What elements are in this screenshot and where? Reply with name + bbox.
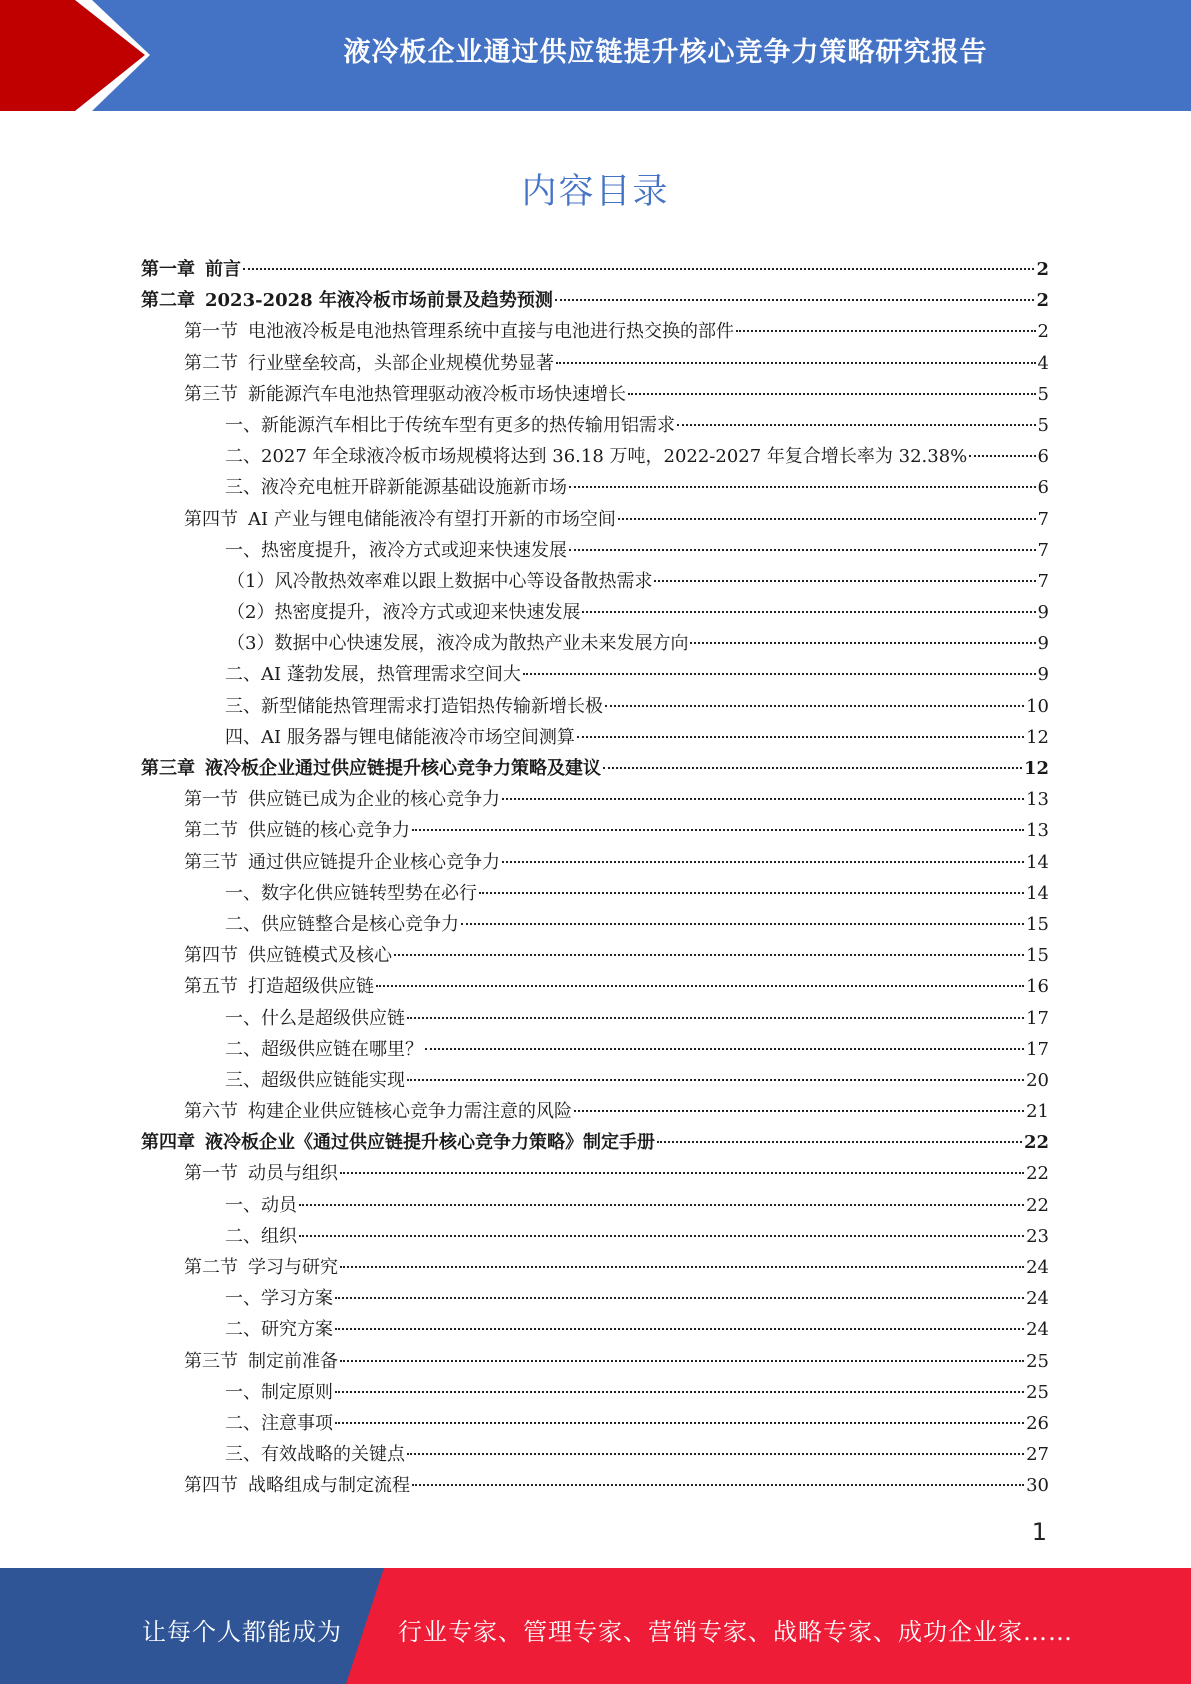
toc-entry-title: 打造超级供应链 xyxy=(248,976,374,998)
toc-dot-leader xyxy=(335,1297,1024,1299)
toc-entry[interactable] xyxy=(141,348,1049,379)
toc-entry[interactable] xyxy=(141,1377,1049,1408)
toc-entry-page: 17 xyxy=(1026,1007,1049,1029)
toc-entry-text xyxy=(184,379,626,410)
toc-entry[interactable] xyxy=(141,722,1049,753)
toc-entry-text xyxy=(141,753,601,784)
toc-entry[interactable] xyxy=(141,1408,1049,1439)
toc-dot-leader xyxy=(299,1235,1024,1237)
toc-dot-leader xyxy=(677,424,1036,426)
toc-entry-text xyxy=(225,1065,405,1096)
toc-entry-text xyxy=(225,535,567,566)
toc-entry-text xyxy=(225,410,675,441)
toc-entry-page: 14 xyxy=(1026,882,1049,904)
page-number: 1 xyxy=(1031,1518,1047,1546)
toc-entry-text xyxy=(141,254,241,285)
toc-entry[interactable] xyxy=(141,909,1049,940)
toc-entry-title: 一、动员 xyxy=(225,1194,297,1216)
toc-entry-page: 30 xyxy=(1026,1475,1049,1497)
toc-entry-text xyxy=(184,847,500,878)
toc-dot-leader xyxy=(335,1391,1024,1393)
toc-entry-page: 24 xyxy=(1026,1319,1049,1341)
toc-entry-title: 供应链的核心竞争力 xyxy=(248,820,410,842)
toc-entry-title: 2023-2028 年液冷板市场前景及趋势预测 xyxy=(205,290,553,312)
toc-entry-title: 三、液冷充电桩开辟新能源基础设施新市场 xyxy=(225,477,567,499)
toc-entry-text xyxy=(225,441,967,472)
report-title: 液冷板企业通过供应链提升核心竞争力策略研究报告 xyxy=(343,37,988,68)
toc-entry-text xyxy=(184,1252,338,1283)
toc-entry[interactable] xyxy=(141,1439,1049,1470)
toc-dot-leader xyxy=(736,330,1036,332)
toc-entry-title: 三、超级供应链能实现 xyxy=(225,1069,405,1091)
footer-slogan-left: 让每个人都能成为 xyxy=(142,1618,342,1646)
toc-entry-title: 供应链已成为企业的核心竞争力 xyxy=(248,789,500,811)
toc-entry[interactable] xyxy=(141,1034,1049,1065)
toc-entry-page: 5 xyxy=(1037,383,1049,405)
toc-dot-leader xyxy=(299,1204,1024,1206)
toc-entry-page: 26 xyxy=(1026,1412,1049,1434)
toc-entry-text xyxy=(184,1346,338,1377)
toc-dot-leader xyxy=(243,268,1034,270)
toc-entry[interactable] xyxy=(141,1252,1049,1283)
toc-entry-page: 7 xyxy=(1037,508,1049,530)
toc-entry-page: 13 xyxy=(1026,820,1049,842)
toc-entry-page: 2 xyxy=(1037,321,1049,343)
toc-entry[interactable] xyxy=(141,1127,1049,1158)
toc-entry-page: 22 xyxy=(1026,1163,1049,1185)
toc-entry-page: 7 xyxy=(1037,539,1049,561)
toc-entry[interactable] xyxy=(141,815,1049,846)
toc-entry-label: 第二节 xyxy=(184,1257,238,1278)
toc-dot-leader xyxy=(569,486,1036,488)
toc-entry-title: 三、有效战略的关键点 xyxy=(225,1444,405,1466)
toc-entry[interactable] xyxy=(141,1158,1049,1189)
toc-entry[interactable] xyxy=(141,628,1049,659)
toc-entry-text xyxy=(225,691,603,722)
toc-entry[interactable] xyxy=(141,1314,1049,1345)
toc-entry-text xyxy=(225,1408,333,1439)
toc-entry-title: AI 产业与锂电储能液冷有望打开新的市场空间 xyxy=(248,508,616,530)
toc-entry-label: 第五节 xyxy=(184,976,238,998)
toc-entry-title: （1）风冷散热效率难以跟上数据中心等设备散热需求 xyxy=(227,570,653,592)
toc-entry[interactable] xyxy=(141,1221,1049,1252)
toc-entry-page: 9 xyxy=(1037,602,1049,624)
toc-dot-leader xyxy=(574,1110,1024,1112)
toc-dot-leader xyxy=(657,1141,1022,1143)
toc-entry[interactable] xyxy=(141,504,1049,535)
toc-entry-text xyxy=(141,1127,655,1158)
toc-dot-leader xyxy=(628,393,1036,395)
toc-entry-label: 第二节 xyxy=(184,820,238,842)
toc-entry-text xyxy=(225,722,575,753)
toc-entry-title: 前言 xyxy=(205,259,241,280)
toc-entry-title: 一、数字化供应链转型势在必行 xyxy=(225,882,477,904)
toc-entry-title: 二、超级供应链在哪里？ xyxy=(225,1038,423,1060)
toc-entry-title: 液冷板企业《通过供应链提升核心竞争力策略》制定手册 xyxy=(205,1132,655,1154)
toc-entry-label: 第二节 xyxy=(184,352,238,374)
toc-dot-leader xyxy=(335,1328,1024,1330)
toc-entry-label: 第一节 xyxy=(184,321,238,343)
toc-entry-title: 行业壁垒较高，头部企业规模优势显著 xyxy=(248,352,554,374)
toc-entry[interactable] xyxy=(141,753,1049,784)
toc-entry-page: 6 xyxy=(1037,477,1049,499)
toc-entry-title: 二、组织 xyxy=(225,1225,297,1247)
toc-entry-page: 15 xyxy=(1026,945,1049,967)
toc-entry-label: 第一节 xyxy=(184,789,238,811)
toc-entry-page: 13 xyxy=(1026,789,1049,811)
toc-entry-title: 通过供应链提升企业核心竞争力 xyxy=(248,851,500,873)
toc-entry-label: 第三章 xyxy=(141,758,195,779)
toc-entry[interactable] xyxy=(141,1065,1049,1096)
toc-entry-page: 5 xyxy=(1037,414,1049,436)
toc-dot-leader xyxy=(376,985,1024,987)
toc-entry-page: 14 xyxy=(1026,851,1049,873)
toc-entry[interactable] xyxy=(141,847,1049,878)
toc-entry-title: 一、热密度提升，液冷方式或迎来快速发展 xyxy=(225,539,567,561)
toc-entry[interactable] xyxy=(141,1346,1049,1377)
toc-entry-page: 16 xyxy=(1026,976,1049,998)
header-banner xyxy=(0,0,1191,111)
toc-dot-leader xyxy=(407,1079,1024,1081)
toc-dot-leader xyxy=(577,736,1024,738)
toc-entry-page: 23 xyxy=(1026,1225,1049,1247)
toc-entry-label: 第四章 xyxy=(141,1132,195,1154)
toc-entry-page: 7 xyxy=(1037,570,1049,592)
toc-entry-page: 22 xyxy=(1026,1194,1049,1216)
toc-dot-leader xyxy=(340,1172,1024,1174)
toc-entry-label: 第四节 xyxy=(184,508,238,530)
toc-entry-title: 一、学习方案 xyxy=(225,1288,333,1310)
toc-dot-leader xyxy=(335,1422,1024,1424)
toc-entry[interactable] xyxy=(141,597,1049,628)
toc-entry-page: 15 xyxy=(1026,913,1049,935)
toc-entry-page: 2 xyxy=(1036,259,1049,280)
toc-entry-title: 学习与研究 xyxy=(248,1257,338,1278)
toc-entry-text xyxy=(225,1003,405,1034)
toc-entry-page: 2 xyxy=(1036,290,1049,312)
toc-entry-page: 21 xyxy=(1026,1101,1049,1123)
toc-entry[interactable] xyxy=(141,1096,1049,1127)
toc-dot-leader xyxy=(407,1453,1024,1455)
toc-entry-text xyxy=(184,784,500,815)
toc-entry-text xyxy=(184,940,392,971)
toc-entry-text xyxy=(184,504,616,535)
toc-entry-text xyxy=(225,1034,423,1065)
toc-entry-label: 第六节 xyxy=(184,1101,238,1123)
table-of-contents xyxy=(141,254,1049,1502)
toc-entry[interactable] xyxy=(141,1283,1049,1314)
footer-slogan-right: 行业专家、管理专家、营销专家、战略专家、成功企业家…… xyxy=(398,1618,1073,1646)
toc-entry-text xyxy=(184,971,374,1002)
toc-entry-text xyxy=(225,878,477,909)
toc-entry[interactable] xyxy=(141,1003,1049,1034)
toc-entry-page: 20 xyxy=(1026,1069,1049,1091)
toc-entry[interactable] xyxy=(141,254,1049,285)
toc-entry[interactable] xyxy=(141,379,1049,410)
toc-entry-title: 供应链模式及核心 xyxy=(248,945,392,967)
toc-dot-leader xyxy=(502,798,1024,800)
toc-entry-text xyxy=(225,659,521,690)
toc-dot-leader xyxy=(603,767,1022,769)
toc-entry[interactable] xyxy=(141,659,1049,690)
toc-entry[interactable] xyxy=(141,878,1049,909)
toc-entry-text xyxy=(184,316,734,347)
toc-entry-text xyxy=(225,1283,333,1314)
toc-entry-label: 第三节 xyxy=(184,1350,238,1372)
toc-entry-text xyxy=(227,597,580,628)
toc-entry-page: 12 xyxy=(1023,758,1049,779)
toc-entry-text xyxy=(227,628,688,659)
toc-entry-title: 动员与组织 xyxy=(248,1163,338,1185)
toc-entry-label: 第四节 xyxy=(184,1475,238,1497)
toc-dot-leader xyxy=(555,299,1035,301)
footer-banner xyxy=(0,1568,1191,1684)
toc-entry-page: 25 xyxy=(1026,1350,1049,1372)
toc-dot-leader xyxy=(479,892,1024,894)
toc-entry-text xyxy=(184,1096,572,1127)
toc-dot-leader xyxy=(407,1017,1024,1019)
toc-dot-leader xyxy=(412,829,1024,831)
toc-dot-leader xyxy=(690,642,1035,644)
toc-entry-text xyxy=(184,815,410,846)
toc-entry-page: 22 xyxy=(1023,1132,1049,1154)
toc-entry[interactable] xyxy=(141,971,1049,1002)
toc-dot-leader xyxy=(461,923,1024,925)
toc-entry-page: 6 xyxy=(1037,446,1049,468)
toc-dot-leader xyxy=(618,518,1036,520)
toc-entry-title: 四、AI 服务器与锂电储能液冷市场空间测算 xyxy=(225,726,575,748)
toc-entry-title: 一、制定原则 xyxy=(225,1381,333,1403)
toc-entry-title: 二、注意事项 xyxy=(225,1412,333,1434)
toc-entry-label: 第四节 xyxy=(184,945,238,967)
toc-dot-leader xyxy=(569,549,1036,551)
toc-dot-leader xyxy=(502,861,1024,863)
toc-entry[interactable] xyxy=(141,441,1049,472)
toc-dot-leader xyxy=(412,1484,1024,1486)
toc-entry-title: 二、供应链整合是核心竞争力 xyxy=(225,913,459,935)
toc-entry[interactable] xyxy=(141,316,1049,347)
toc-entry-page: 24 xyxy=(1026,1257,1049,1278)
toc-entry-page: 24 xyxy=(1026,1288,1049,1310)
toc-entry[interactable] xyxy=(141,472,1049,503)
toc-entry-label: 第二章 xyxy=(141,290,195,312)
toc-entry-page: 9 xyxy=(1037,633,1049,655)
toc-entry-page: 27 xyxy=(1026,1444,1049,1466)
toc-entry-text xyxy=(227,566,652,597)
toc-entry-title: （2）热密度提升，液冷方式或迎来快速发展 xyxy=(227,602,581,624)
toc-entry-title: 液冷板企业通过供应链提升核心竞争力策略及建议 xyxy=(205,758,601,779)
toc-dot-leader xyxy=(969,455,1035,457)
toc-dot-leader xyxy=(340,1266,1024,1268)
toc-entry-text xyxy=(225,1439,405,1470)
toc-entry[interactable] xyxy=(141,940,1049,971)
toc-entry-title: 电池液冷板是电池热管理系统中直接与电池进行热交换的部件 xyxy=(248,321,734,343)
toc-dot-leader xyxy=(523,673,1036,675)
toc-entry-page: 25 xyxy=(1026,1381,1049,1403)
toc-entry-page: 17 xyxy=(1026,1038,1049,1060)
toc-entry-text xyxy=(184,1470,410,1501)
toc-entry-title: 制定前准备 xyxy=(248,1350,338,1372)
toc-entry-text xyxy=(225,1314,333,1345)
toc-entry-title: 二、2027 年全球液冷板市场规模将达到 36.18 万吨，2022-2027 年复合增长率为 32.38% xyxy=(225,446,968,468)
toc-entry-label: 第一节 xyxy=(184,1163,238,1185)
toc-entry-text xyxy=(225,1190,297,1221)
toc-entry-title: 二、研究方案 xyxy=(225,1319,333,1341)
toc-entry-page: 4 xyxy=(1037,352,1049,374)
toc-entry-text xyxy=(225,472,567,503)
toc-entry[interactable] xyxy=(141,784,1049,815)
toc-entry[interactable] xyxy=(141,410,1049,441)
toc-entry-text xyxy=(184,1158,338,1189)
toc-entry[interactable] xyxy=(141,1470,1049,1501)
toc-entry[interactable] xyxy=(141,566,1049,597)
toc-entry-label: 第三节 xyxy=(184,851,238,873)
toc-dot-leader xyxy=(605,705,1024,707)
toc-entry-text xyxy=(225,1221,297,1252)
toc-entry-title: 战略组成与制定流程 xyxy=(248,1475,410,1497)
toc-entry-page: 9 xyxy=(1037,664,1049,686)
toc-entry-title: （3）数据中心快速发展，液冷成为散热产业未来发展方向 xyxy=(227,633,689,655)
toc-entry-page: 12 xyxy=(1026,726,1049,748)
toc-heading: 内容目录 xyxy=(521,172,670,212)
toc-dot-leader xyxy=(654,580,1035,582)
toc-dot-leader xyxy=(394,954,1024,956)
toc-dot-leader xyxy=(340,1360,1024,1362)
toc-entry-text xyxy=(184,348,554,379)
toc-entry-label: 第三节 xyxy=(184,383,238,405)
toc-entry[interactable] xyxy=(141,535,1049,566)
toc-entry[interactable] xyxy=(141,691,1049,722)
toc-dot-leader xyxy=(556,362,1036,364)
toc-entry-page: 10 xyxy=(1026,695,1049,717)
toc-entry-title: 新能源汽车电池热管理驱动液冷板市场快速增长 xyxy=(248,383,626,405)
toc-dot-leader xyxy=(425,1048,1024,1050)
toc-entry[interactable] xyxy=(141,1190,1049,1221)
toc-entry-title: 一、新能源汽车相比于传统车型有更多的热传输用铝需求 xyxy=(225,414,675,436)
toc-entry-title: 二、AI 蓬勃发展，热管理需求空间大 xyxy=(225,664,521,686)
toc-entry-title: 三、新型储能热管理需求打造铝热传输新增长极 xyxy=(225,695,603,717)
toc-entry-label: 第一章 xyxy=(141,259,195,280)
toc-entry-text xyxy=(225,1377,333,1408)
toc-entry-text xyxy=(225,909,459,940)
toc-entry-title: 构建企业供应链核心竞争力需注意的风险 xyxy=(248,1101,572,1123)
toc-entry-text xyxy=(141,285,553,316)
toc-dot-leader xyxy=(582,611,1035,613)
toc-entry-title: 一、什么是超级供应链 xyxy=(225,1007,405,1029)
toc-entry[interactable] xyxy=(141,285,1049,316)
